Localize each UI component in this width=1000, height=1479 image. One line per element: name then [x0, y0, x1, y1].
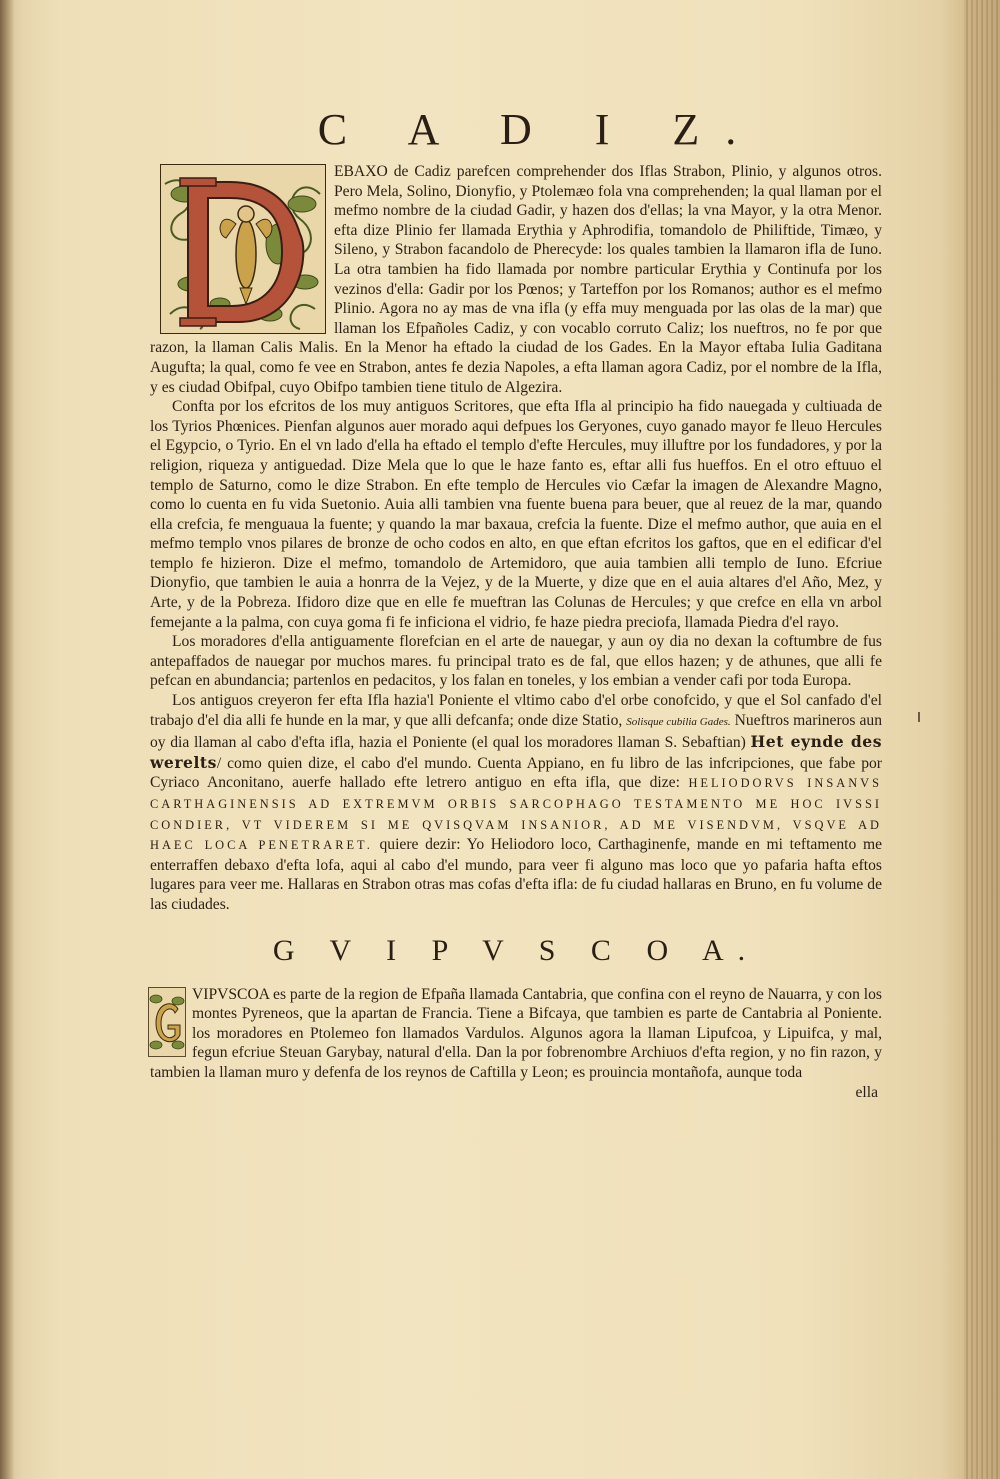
- cadiz-paragraph-1: EBAXO de Cadiz parefcen comprehender dos Iflas Strabon, Plinio, y algunos otros. Pero Mela, Solino, Dionyfio, y Ptolemæo fola vna comprehenden; la qual llaman por el mefmo nombre de la ciudad Gadir, y hazen dos d'ellas; la vna Mayor, y la otra Menor. efta dize Plinio fer llamada Erythia y Aphrodifia, tomandolo de Philiftide, Timæo, y Sileno, y Strabon facandolo de Pherecyde: los quales tambien la llamaron ifla de Iuno. La otra tambien ha fido llamada por nombre particular Erythia y Continufa por los vezinos d'ella: Gadir por los Pœnos; y Tarteffon por los Romanos; author es el mefmo Plinio. Agora no ay mas de vna ifla (y effa muy menguada por las olas de la mar) que llaman los Efpañoles Cadiz, y con vocablo corruto Caliz; los nueftros, no fe por que razon, la llaman Calis Malis. En la Menor ha eftado la ciudad de los Gades. En la Mayor eftaba Iulia Gaditana Augufta; la qual, como fe vee en Strabon, antes fe dezia Napoles, a efta llaman agora Cadiz, por el nombre de la Ifla, y es ciudad Obifpal, cuyo Obifpo tambien tiene titulo de Algezira.: [150, 163, 882, 396]
- latin-quote-statius: Solisque cubilia Gades.: [626, 715, 731, 728]
- p4-text-b: Nueftros marineros aun oy dia llaman al cabo d'efta ifla, hazia el Poniente (el qual los moradores llaman S. Sebaftian): [150, 711, 882, 752]
- dutch-gothic-phrase: Het eynde des werelts: [150, 732, 883, 772]
- decorated-initial-g: [148, 987, 186, 1057]
- catchword: ella: [855, 1083, 878, 1101]
- guipuscoa-body: [150, 985, 882, 1103]
- guipuscoa-paragraph-1: VIPVSCOA es parte de la region de Efpaña llamada Cantabria, que confina con el reyno de Nauarra, y con los montes Pyreneos, que la apartan de Francia. Tiene a Bifcaya, que tambien es parte de Cantabria al Poniente. los moradores en Ptolemeo fon llamados Vardulos. Algunos agora la llaman Lipufcoa, y Lipuifca, y mal, fegun efcriue Steuan Garybay, natural d'ella. Dan la por fobrenombre Archiuos d'efta region, y no fin razon, y tambien la llaman muro y defenfa de los reynos de Caftilla y Leon; es prouincia montañofa, aunque toda: [150, 985, 882, 1081]
- cadiz-body: [150, 162, 882, 915]
- cadiz-paragraph-4: [150, 691, 882, 915]
- section-title-cadiz: C A D I Z.: [317, 105, 763, 154]
- text-block: [150, 100, 882, 1102]
- section-title-guipuscoa: G V I P V S C O A.: [272, 933, 760, 967]
- p4-text-d: quiere dezir: Yo Heliodoro loco, Carthaginenfe, mande en mi teftamento me enterraffen debaxo d'efta lofa, aqui al cabo d'el mundo, para veer fi alguno mas loco que yo pafaria hafta eftos lugares para veer me. Hallaras en Strabon otras mas cofas d'efta ifla: de fu ciudad hallaras en Bruno, en fu volume de las ciudades.: [150, 836, 882, 913]
- p4-text-c: / como quien dize, el cabo d'el mundo. Cuenta Appiano, en fu libro de las infcripciones, que fabe por Cyriaco Anconitano, auerfe hallado efte letrero antiguo en efta ifla, que dize:: [150, 754, 882, 792]
- book-gutter: [0, 0, 14, 1479]
- page-edges: [964, 0, 1000, 1479]
- latin-inscription: HELIODORVS INSANVS CARTHAGINENSIS AD EXTREMVM ORBIS SARCOPHAGO TESTAMENTO ME HOC IVSSI CONDIER, VT VIDEREM SI ME QVISQVAM INSANIOR, AD ME VISENDVM, VSQVE AD HAEC LOCA PENETRARET.: [150, 776, 883, 853]
- decorated-initial-d: [160, 164, 326, 334]
- margin-mark: [918, 712, 920, 722]
- p4-text-a: Los antiguos creyeron fer efta Ifla hazia'l Poniente el vltimo cabo d'el orbe conofcido, y que el Sol canfado d'el trabajo d'el dia alli fe hunde en la mar, y que alli defcanfa; onde dize Statio,: [150, 692, 882, 729]
- cadiz-paragraph-3: Los moradores d'ella antiguamente florefcian en el arte de nauegar, y aun oy dia no dexan la coftumbre de fus antepaffados de nauegar por muchos mares. fu principal trato es de fal, que ellos hazen; y de athunes, que alli fe pefcan en abundancia; partenlos en pedacitos, y los falan en toneles, y los embian a vender cafi por toda Europa.: [150, 633, 882, 690]
- cadiz-paragraph-2: Confta por los efcritos de los muy antiguos Scritores, que efta Ifla al principio ha fido nauegada y cultiuada de los Tyrios Phœnices. Pienfan algunos auer morado aqui defpues los Geryones, cuyo ganado mayor fe lleuo Hercules el Egypcio, o Tyrio. En el vn lado d'ella ha eftado el templo d'efte Hercules, muy illuftre por los fundadores, y por la religion, riqueza y antiguedad. Dize Mela que lo que le haze fanto es, eftar alli fus hueffos. En el otro eftuuo el templo de Saturno, como le dize Strabon. En efte templo de Hercules vio Cæfar la imagen de Alexandre Magno, como lo cuenta en fu vida Suetonio. Auia alli tambien vna fuente buena para beuer, que al reuez de la mar, quando ella crefcia, fe menguaua la fuente; y quando la mar baxaua, crefcia la fuente. Dize el mefmo author, que auia en el mefmo templo vnos pilares de bronze de ocho codos en alto, en que eftan efcritos los gaftos, que en el edificar d'el templo fe hizieron. Dize el mefmo, tomandolo de Artemidoro, que auia tambien alli templo de Iuno. Efcriue Dionyfio, que tambien le auia a honrra de la Vejez, y de la Muerte, y dize que en el auia altares d'el Año, Mez, y Arte, y de la Pobreza. Ifidoro dize que en elle fe mueftran las Colunas de Hercules; y que crefce en ella vn arbol femejante a la palma, con cuya goma fi fe inficiona el vidrio, fe haze piedra preciofa, llamada Piedra d'el rayo.: [150, 398, 882, 631]
